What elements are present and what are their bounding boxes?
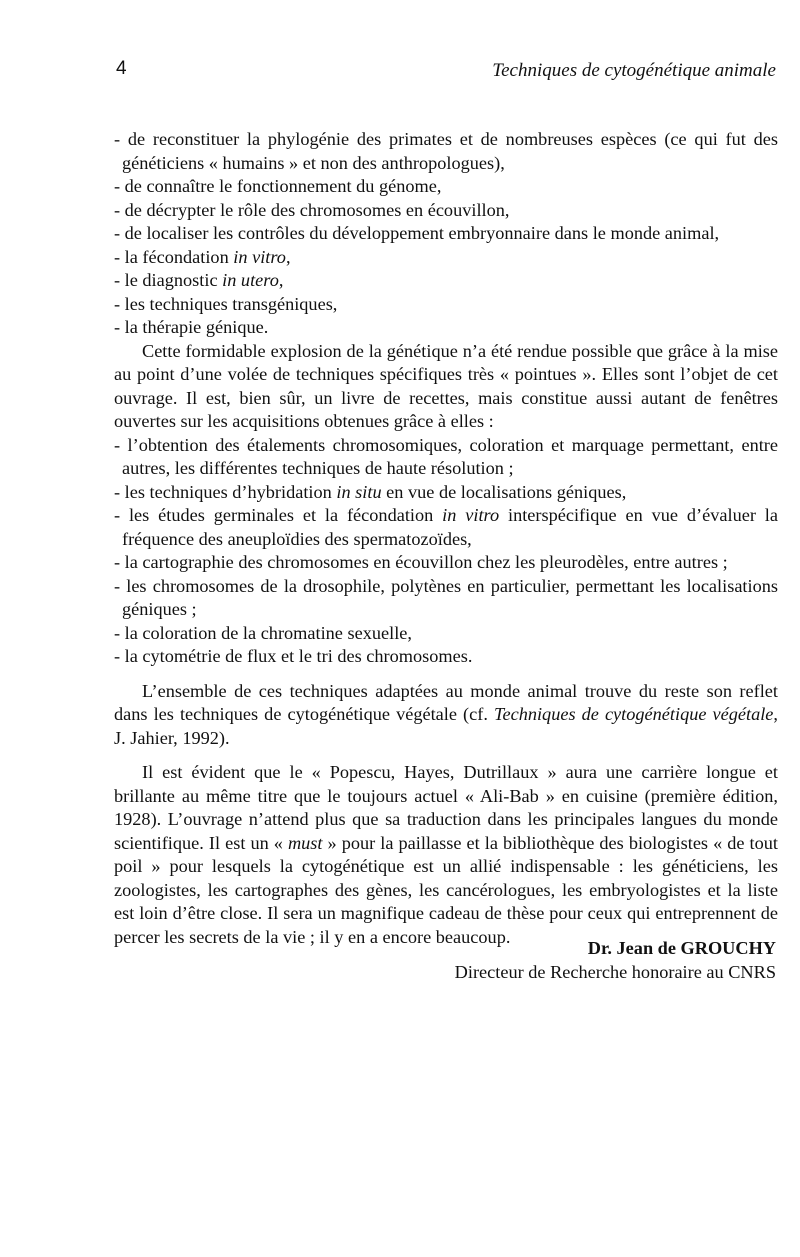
signature-title: Directeur de Recherche honoraire au CNRS	[454, 962, 776, 982]
list-item: - les chromosomes de la drosophile, polytènes en particulier, permettant les localisations géniques ;	[114, 575, 778, 619]
list-item: - la cartographie des chromosomes en écouvillon chez les pleurodèles, entre autres ;	[114, 552, 728, 572]
paragraph: Cette formidable explosion de la génétique n’a été rendue possible que grâce à la mise au point d’une volée de techniques spécifiques très « pointues ». Elles sont l’objet de cet ouvrage. Il est, bien sûr, un livre de recettes, mais constitue aussi autant de fenêtres ouvertes sur les acquisitions obtenues grâce à elles :	[114, 340, 778, 431]
list-item: - la fécondation in vitro,	[114, 246, 291, 267]
list-item: - la thérapie génique.	[114, 317, 269, 337]
list-2	[114, 434, 778, 669]
list-item: - la cytométrie de flux et le tri des chromosomes.	[114, 646, 473, 666]
list-item: - la coloration de la chromatine sexuelle,	[114, 622, 412, 643]
list-item: - le diagnostic in utero,	[114, 270, 284, 290]
list-item: - de localiser les contrôles du développement embryonnaire dans le monde animal,	[114, 223, 720, 243]
list-1	[114, 128, 778, 340]
list-item: - les études germinales et la fécondation in vitro interspécifique en vue d’évaluer la fréquence des aneuploïdies des spermatozoïdes,	[114, 505, 778, 549]
list-item: - les techniques transgéniques,	[114, 293, 338, 314]
paragraph: Il est évident que le « Popescu, Hayes, Dutrillaux » aura une carrière longue et brillante au même titre que le toujours actuel « Ali-Bab » en cuisine (première édition, 1928). L’ouvrage n’attend plus que sa traduction dans les principales langues du monde scientifique. Il est un « must » pour la paillasse et la bibliothèque des biologistes « de tout poil » pour lesquels la cytogénétique est un allié indispensable : les généticiens, les zoologistes, les cartographes des gènes, les cancérologues, les embryologistes et la liste est loin d’être close. Il sera un magnifique cadeau de thèse pour ceux qui entreprennent de percer les secrets de la vie ; il y en a encore beaucoup.	[114, 762, 778, 947]
list-item: - les techniques d’hybridation in situ en vue de localisations géniques,	[114, 481, 627, 502]
body-text	[114, 128, 778, 949]
list-item: - de reconstituer la phylogénie des primates et de nombreuses espèces (ce qui fut des généticiens « humains » et non des anthropologues),	[114, 129, 778, 173]
list-item: - l’obtention des étalements chromosomiques, coloration et marquage permettant, entre autres, les différentes techniques de haute résolution ;	[114, 434, 778, 478]
signature	[455, 936, 776, 984]
paragraph: L’ensemble de ces techniques adaptées au monde animal trouve du reste son reflet dans les techniques de cytogénétique végétale (cf. Techniques de cytogénétique végétale, J. Jahier, 1992).	[114, 680, 778, 748]
page-number: 4	[116, 58, 127, 79]
list-item: - de décrypter le rôle des chromosomes en écouvillon,	[114, 199, 510, 220]
list-item: - de connaître le fonctionnement du génome,	[114, 176, 442, 196]
running-title: Techniques de cytogénétique animale	[492, 60, 776, 81]
signature-name: Dr. Jean de GROUCHY	[587, 938, 776, 958]
